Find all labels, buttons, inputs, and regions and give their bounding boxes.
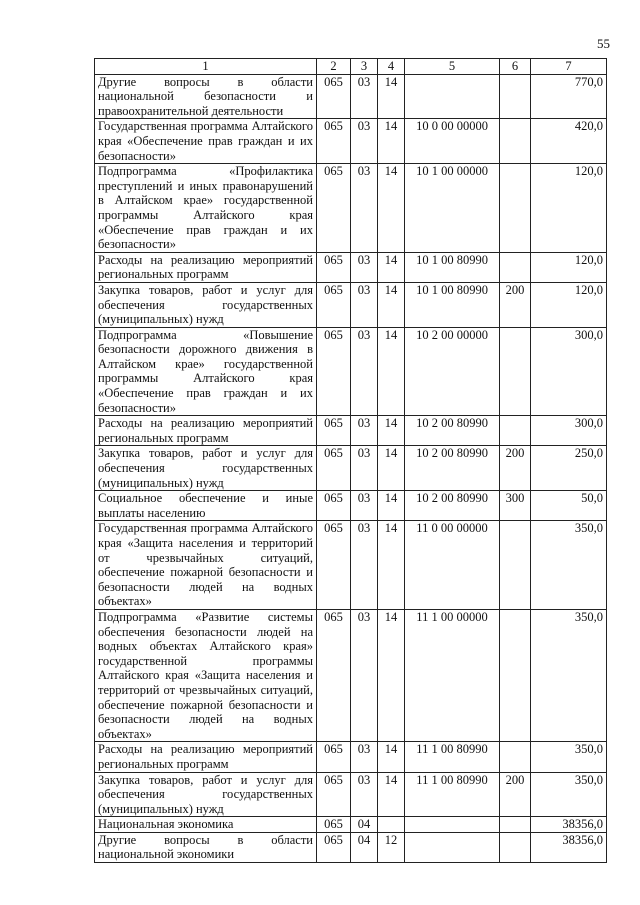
row-target-article-cell: 11 1 00 80990	[405, 772, 500, 817]
row-ministry-code-cell: 065	[317, 327, 351, 416]
row-subsection-cell: 14	[378, 119, 405, 164]
row-amount-cell: 250,0	[531, 446, 607, 491]
row-section-cell: 03	[351, 521, 378, 610]
row-name-cell: Государственная программа Алтайского края «Защита населения и территорий от чрезвычайных ситуаций, обеспечение пожарной безопасности и безопасности людей на водных объектах»	[95, 521, 317, 610]
row-target-article-cell: 10 2 00 80990	[405, 446, 500, 491]
row-amount-cell: 50,0	[531, 491, 607, 521]
table-row	[95, 609, 607, 741]
row-amount-cell: 420,0	[531, 119, 607, 164]
row-ministry-code-cell: 065	[317, 164, 351, 253]
row-subsection-cell: 14	[378, 416, 405, 446]
row-expense-type-cell	[500, 327, 531, 416]
header-col-4: 4	[378, 59, 405, 75]
row-name-cell: Закупка товаров, работ и услуг для обеспечения государственных (муниципальных) нужд	[95, 282, 317, 327]
row-ministry-code-cell: 065	[317, 119, 351, 164]
row-name-cell: Расходы на реализацию мероприятий региональных программ	[95, 416, 317, 446]
page-number: 55	[597, 36, 610, 51]
row-section-cell: 03	[351, 416, 378, 446]
row-amount-cell: 350,0	[531, 742, 607, 772]
row-expense-type-cell: 200	[500, 772, 531, 817]
row-section-cell: 03	[351, 282, 378, 327]
row-target-article-cell: 10 0 00 00000	[405, 119, 500, 164]
table-row	[95, 282, 607, 327]
header-col-1: 1	[95, 59, 317, 75]
table-row	[95, 446, 607, 491]
row-target-article-cell	[405, 832, 500, 862]
row-name-cell: Подпрограмма «Профилактика преступлений и иных правонарушений в Алтайском крае» государственной программы Алтайского края «Обеспечение прав граждан и их безопасности»	[95, 164, 317, 253]
row-amount-cell: 120,0	[531, 282, 607, 327]
table-row	[95, 164, 607, 253]
row-section-cell: 03	[351, 252, 378, 282]
row-ministry-code-cell: 065	[317, 74, 351, 119]
row-section-cell: 03	[351, 772, 378, 817]
row-expense-type-cell	[500, 416, 531, 446]
row-expense-type-cell	[500, 164, 531, 253]
header-col-7: 7	[531, 59, 607, 75]
header-col-5: 5	[405, 59, 500, 75]
table-row	[95, 817, 607, 833]
table-row	[95, 491, 607, 521]
row-section-cell: 03	[351, 164, 378, 253]
row-amount-cell: 350,0	[531, 521, 607, 610]
row-subsection-cell: 14	[378, 164, 405, 253]
row-name-cell: Социальное обеспечение и иные выплаты населению	[95, 491, 317, 521]
row-section-cell: 03	[351, 491, 378, 521]
row-subsection-cell: 14	[378, 521, 405, 610]
row-name-cell: Закупка товаров, работ и услуг для обеспечения государственных (муниципальных) нужд	[95, 772, 317, 817]
row-ministry-code-cell: 065	[317, 817, 351, 833]
row-section-cell: 04	[351, 817, 378, 833]
table-row	[95, 742, 607, 772]
row-expense-type-cell	[500, 817, 531, 833]
table-row	[95, 74, 607, 119]
row-name-cell: Государственная программа Алтайского края «Обеспечение прав граждан и их безопасности»	[95, 119, 317, 164]
row-expense-type-cell	[500, 74, 531, 119]
row-ministry-code-cell: 065	[317, 521, 351, 610]
row-name-cell: Закупка товаров, работ и услуг для обеспечения государственных (муниципальных) нужд	[95, 446, 317, 491]
row-subsection-cell: 14	[378, 282, 405, 327]
row-name-cell: Другие вопросы в области национальной экономики	[95, 832, 317, 862]
row-amount-cell: 300,0	[531, 327, 607, 416]
header-row	[95, 59, 607, 75]
row-amount-cell: 350,0	[531, 772, 607, 817]
row-expense-type-cell	[500, 252, 531, 282]
row-ministry-code-cell: 065	[317, 446, 351, 491]
row-target-article-cell	[405, 817, 500, 833]
table-row	[95, 327, 607, 416]
header-col-2: 2	[317, 59, 351, 75]
row-expense-type-cell	[500, 832, 531, 862]
row-expense-type-cell: 200	[500, 282, 531, 327]
row-section-cell: 04	[351, 832, 378, 862]
row-ministry-code-cell: 065	[317, 416, 351, 446]
row-amount-cell: 120,0	[531, 164, 607, 253]
row-section-cell: 03	[351, 327, 378, 416]
row-ministry-code-cell: 065	[317, 609, 351, 741]
row-target-article-cell: 10 2 00 80990	[405, 416, 500, 446]
row-section-cell: 03	[351, 609, 378, 741]
row-expense-type-cell: 200	[500, 446, 531, 491]
row-target-article-cell: 10 1 00 00000	[405, 164, 500, 253]
row-amount-cell: 38356,0	[531, 817, 607, 833]
row-subsection-cell: 14	[378, 742, 405, 772]
row-target-article-cell: 10 2 00 00000	[405, 327, 500, 416]
row-expense-type-cell	[500, 609, 531, 741]
row-ministry-code-cell: 065	[317, 491, 351, 521]
row-name-cell: Расходы на реализацию мероприятий региональных программ	[95, 742, 317, 772]
header-col-6: 6	[500, 59, 531, 75]
table-row	[95, 521, 607, 610]
table-row	[95, 119, 607, 164]
row-expense-type-cell	[500, 742, 531, 772]
row-amount-cell: 300,0	[531, 416, 607, 446]
row-target-article-cell: 11 1 00 00000	[405, 609, 500, 741]
header-col-3: 3	[351, 59, 378, 75]
table-row	[95, 832, 607, 862]
row-target-article-cell: 10 2 00 80990	[405, 491, 500, 521]
row-amount-cell: 770,0	[531, 74, 607, 119]
row-name-cell: Другие вопросы в области национальной безопасности и правоохранительной деятельности	[95, 74, 317, 119]
row-expense-type-cell	[500, 119, 531, 164]
row-subsection-cell	[378, 817, 405, 833]
row-subsection-cell: 14	[378, 491, 405, 521]
row-subsection-cell: 14	[378, 252, 405, 282]
row-ministry-code-cell: 065	[317, 252, 351, 282]
row-subsection-cell: 14	[378, 609, 405, 741]
row-ministry-code-cell: 065	[317, 282, 351, 327]
row-subsection-cell: 14	[378, 772, 405, 817]
row-amount-cell: 120,0	[531, 252, 607, 282]
row-target-article-cell: 11 1 00 80990	[405, 742, 500, 772]
row-subsection-cell: 14	[378, 327, 405, 416]
table-body	[95, 74, 607, 862]
row-section-cell: 03	[351, 74, 378, 119]
row-section-cell: 03	[351, 446, 378, 491]
row-amount-cell: 38356,0	[531, 832, 607, 862]
budget-table	[94, 58, 607, 863]
row-subsection-cell: 14	[378, 74, 405, 119]
row-target-article-cell	[405, 74, 500, 119]
table-row	[95, 252, 607, 282]
row-name-cell: Подпрограмма «Развитие системы обеспечения безопасности людей на водных объектах Алтайского края» государственной программы Алтайского края «Защита населения и территорий от чрезвычайных ситуаций, обеспечение пожарной безопасности и безопасности людей на водных объектах»	[95, 609, 317, 741]
row-ministry-code-cell: 065	[317, 772, 351, 817]
table-row	[95, 772, 607, 817]
row-ministry-code-cell: 065	[317, 742, 351, 772]
row-name-cell: Подпрограмма «Повышение безопасности дорожного движения в Алтайском крае» государственной программы Алтайского края «Обеспечение прав граждан и их безопасности»	[95, 327, 317, 416]
table-row	[95, 416, 607, 446]
row-amount-cell: 350,0	[531, 609, 607, 741]
row-ministry-code-cell: 065	[317, 832, 351, 862]
row-expense-type-cell	[500, 521, 531, 610]
row-subsection-cell: 14	[378, 446, 405, 491]
row-target-article-cell: 10 1 00 80990	[405, 282, 500, 327]
row-section-cell: 03	[351, 742, 378, 772]
row-target-article-cell: 11 0 00 00000	[405, 521, 500, 610]
row-name-cell: Расходы на реализацию мероприятий региональных программ	[95, 252, 317, 282]
row-section-cell: 03	[351, 119, 378, 164]
row-target-article-cell: 10 1 00 80990	[405, 252, 500, 282]
row-name-cell: Национальная экономика	[95, 817, 317, 833]
row-subsection-cell: 12	[378, 832, 405, 862]
row-expense-type-cell: 300	[500, 491, 531, 521]
